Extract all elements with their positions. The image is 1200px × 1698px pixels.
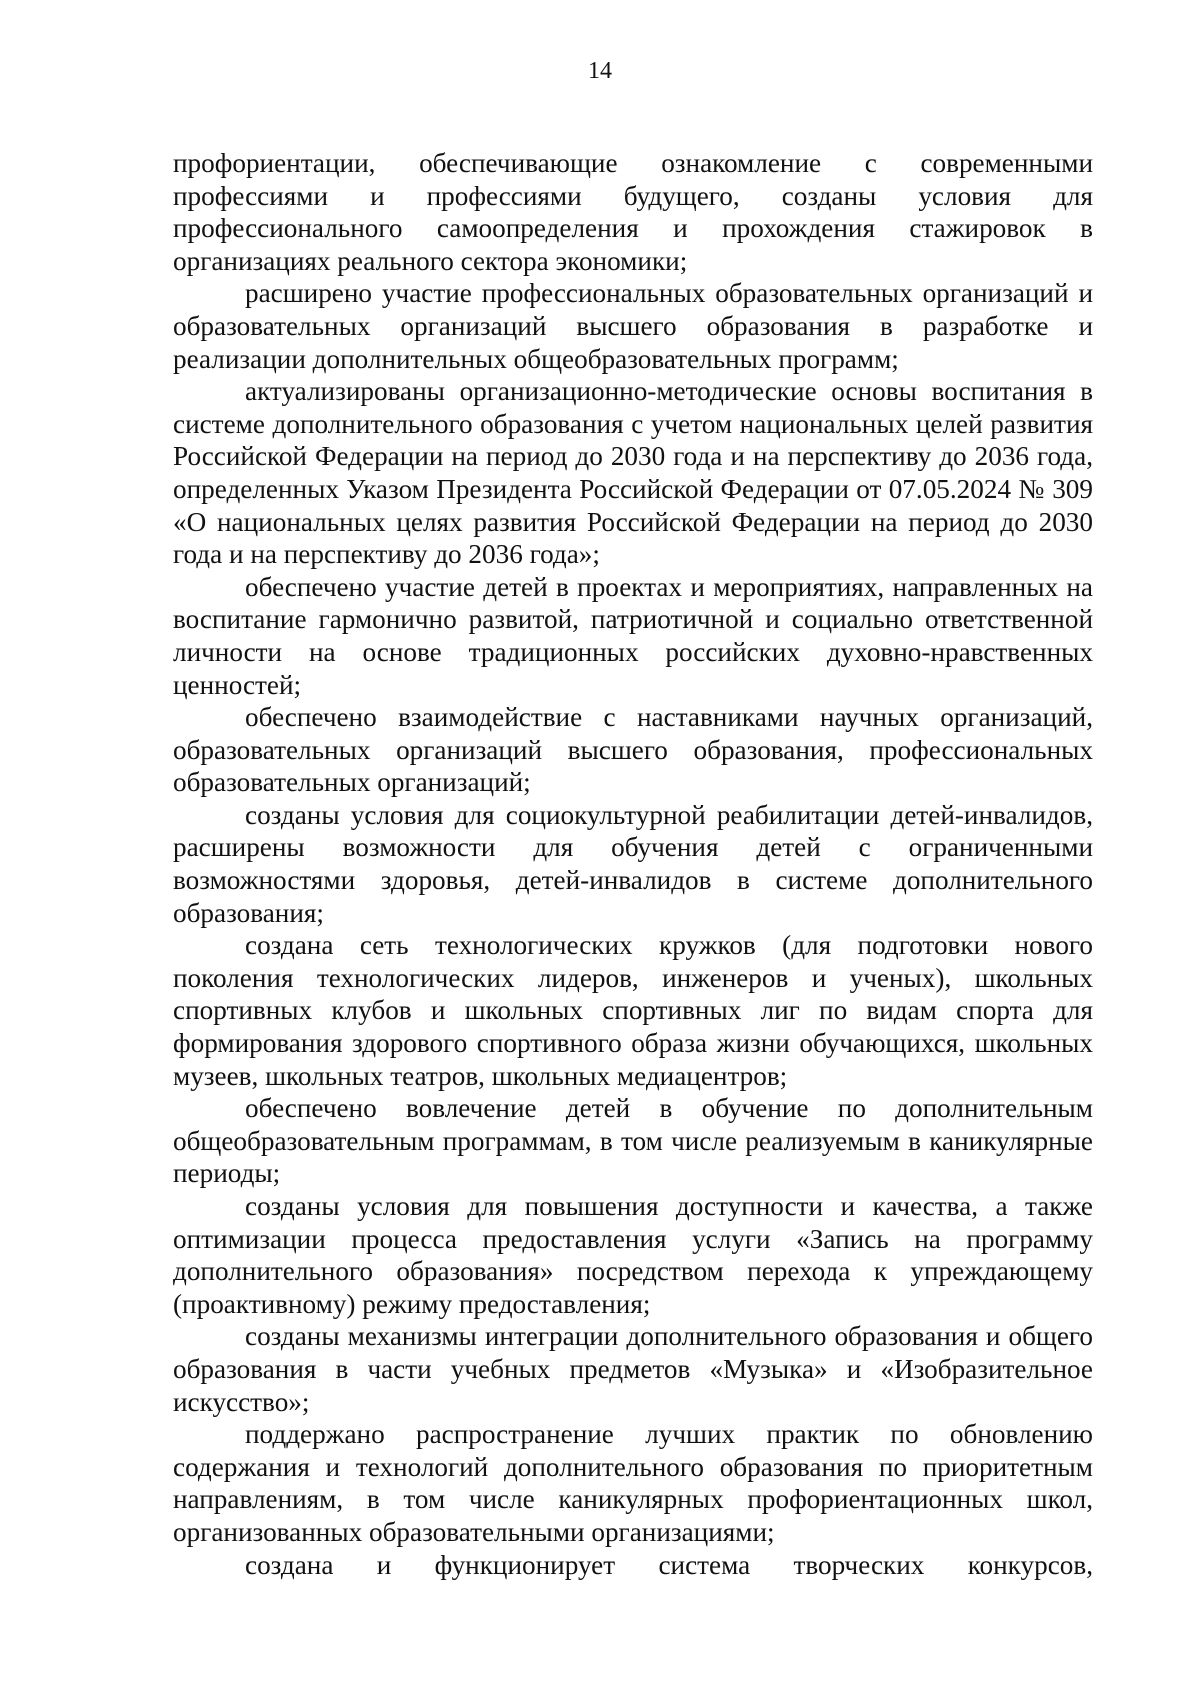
paragraph: созданы условия для социокультурной реабилитации детей-инвалидов, расширены возможности для обучения детей с ограниченными возможностями здоровья, детей-инвалидов в системе дополнительного образования;	[173, 799, 1093, 928]
paragraph: расширено участие профессиональных образовательных организаций и образовательных организаций высшего образования в разработке и реализации дополнительных общеобразовательных программ;	[173, 278, 1093, 374]
paragraph: обеспечено участие детей в проектах и мероприятиях, направленных на воспитание гармонично развитой, патриотичной и социально ответственной личности на основе традиционных российских духовно-нравственных ценностей;	[173, 571, 1093, 700]
paragraph: поддержано распространение лучших практик по обновлению содержания и технологий дополнительного образования по приоритетным направлениям, в том числе каникулярных профориентационных школ, организованных образовательными организациями;	[173, 1419, 1093, 1547]
paragraph: созданы механизмы интеграции дополнительного образования и общего образования в части учебных предметов «Музыка» и «Изобразительное искусство»;	[173, 1321, 1093, 1417]
paragraph-truncated: создана и функционирует система творческих конкурсов,	[245, 1549, 1093, 1580]
document-body	[173, 147, 1093, 1581]
paragraph: обеспечено вовлечение детей в обучение по дополнительным общеобразовательным программам, в том числе реализуемым в каникулярные периоды;	[173, 1093, 1093, 1189]
paragraph: актуализированы организационно-методические основы воспитания в системе дополнительного образования с учетом национальных целей развития Российской Федерации на период до 2030 года и на перспективу до 2036 года, определенных Указом Президента Российской Федерации от 07.05.2024 № 309 «О национальных целях развития Российской Федерации на период до 2030 года и на перспективу до 2036 года»;	[173, 376, 1093, 570]
paragraph: создана сеть технологических кружков (для подготовки нового поколения технологических лидеров, инженеров и ученых), школьных спортивных клубов и школьных спортивных лиг по видам спорта для формирования здорового спортивного образа жизни обучающихся, школьных музеев, школьных театров, школьных медиацентров;	[173, 930, 1093, 1091]
paragraph-continuation: профориентации, обеспечивающие ознакомление с современными профессиями и профессиями будущего, созданы условия для профессионального самоопределения и прохождения стажировок в организациях реального сектора экономики;	[173, 148, 1093, 276]
paragraph: созданы условия для повышения доступности и качества, а также оптимизации процесса предоставления услуги «Запись на программу дополнительного образования» посредством перехода к упреждающему (проактивному) режиму предоставления;	[173, 1191, 1093, 1319]
page-number: 14	[588, 58, 612, 84]
paragraph: обеспечено взаимодействие с наставниками научных организаций, образовательных организаций высшего образования, профессиональных образовательных организаций;	[173, 702, 1093, 798]
